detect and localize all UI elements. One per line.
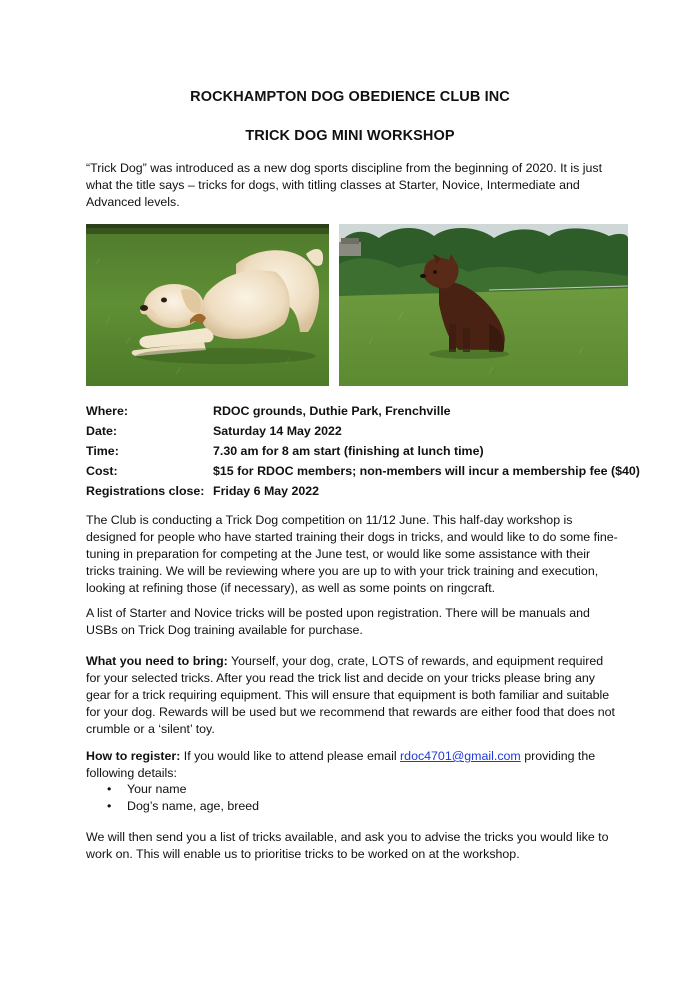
detail-row-time [86, 443, 626, 463]
event-title: TRICK DOG MINI WORKSHOP [245, 128, 455, 144]
detail-label: Date: [86, 424, 117, 438]
org-title: ROCKHAMPTON DOG OBEDIENCE CLUB INC [190, 89, 510, 105]
golden-retriever-play-bow-photo [86, 224, 329, 386]
detail-value: Friday 6 May 2022 [213, 484, 320, 498]
list-item [107, 798, 259, 815]
closing-paragraph: We will then send you a list of tricks available, and ask you to advise the tricks you would like to work on. This will enable us to prioritise tricks to be worked on at the workshop. [86, 830, 609, 861]
event-details [86, 403, 640, 503]
detail-value: Saturday 14 May 2022 [213, 424, 342, 438]
detail-value: $15 for RDOC members; non-members will incur a membership fee ($40) [213, 464, 640, 478]
register-text-before: If you would like to attend please email [180, 749, 401, 763]
detail-row-where [86, 403, 626, 423]
detail-label: Cost: [86, 464, 118, 478]
register-text-after: providing the following details: [86, 749, 596, 780]
what-to-bring-paragraph [86, 653, 621, 738]
brown-kelpie-sitting-photo [339, 224, 628, 386]
detail-row-cost [86, 463, 640, 483]
detail-label: Registrations close: [86, 484, 205, 498]
intro-paragraph: “Trick Dog” was introduced as a new dog sports discipline from the beginning of 2020. It is just what the title says – tricks for dogs, with titling classes at Starter, Novice, Intermediate and Advanced levels. [86, 161, 603, 209]
bullet-icon: • [107, 799, 112, 813]
email-link[interactable]: rdoc4701@gmail.com [400, 749, 521, 763]
what-to-bring-text: Yourself, your dog, crate, LOTS of rewards, and equipment required for your selected tricks. After you read the trick list and decide on your tricks please bring any gear for a trick requiring equipment. This will ensure that equipment is both familiar and suitable for your dog. Rewards will be used but we recommend that rewards are either food that does not crumble or a ‘silent’ toy. [86, 654, 615, 736]
kelpie-photo-graphic [339, 224, 628, 386]
list-item-text: Your name [127, 782, 187, 796]
bullet-icon: • [107, 782, 112, 796]
detail-value: 7.30 am for 8 am start (finishing at lunch time) [213, 444, 484, 458]
list-item-text: Dog’s name, age, breed [127, 799, 260, 813]
tricks-list-paragraph: A list of Starter and Novice tricks will be posted upon registration. There will be manuals and USBs on Trick Dog training available for purchase. [86, 606, 590, 637]
detail-label: Time: [86, 444, 119, 458]
how-to-register-heading: How to register: [86, 749, 181, 763]
what-to-bring-heading: What you need to bring: [86, 654, 228, 668]
detail-row-registrations-close [86, 483, 626, 503]
how-to-register-paragraph [86, 748, 621, 782]
detail-value: RDOC grounds, Duthie Park, Frenchville [213, 404, 451, 418]
detail-label: Where: [86, 404, 128, 418]
detail-row-date [86, 423, 626, 443]
registration-details-list [107, 781, 259, 815]
list-item [107, 781, 259, 798]
club-paragraph: The Club is conducting a Trick Dog competition on 11/12 June. This half-day workshop is designed for people who have started training their dogs in tricks, and would like to do some fine-tuning in preparation for competing at the June test, or would like some assistance with their tricks training. We will be reviewing where you are up to with your trick training and execution, looking at refining those (if necessary), as well as some points on ringcraft. [86, 513, 618, 595]
golden-retriever-photo-graphic [86, 224, 329, 386]
